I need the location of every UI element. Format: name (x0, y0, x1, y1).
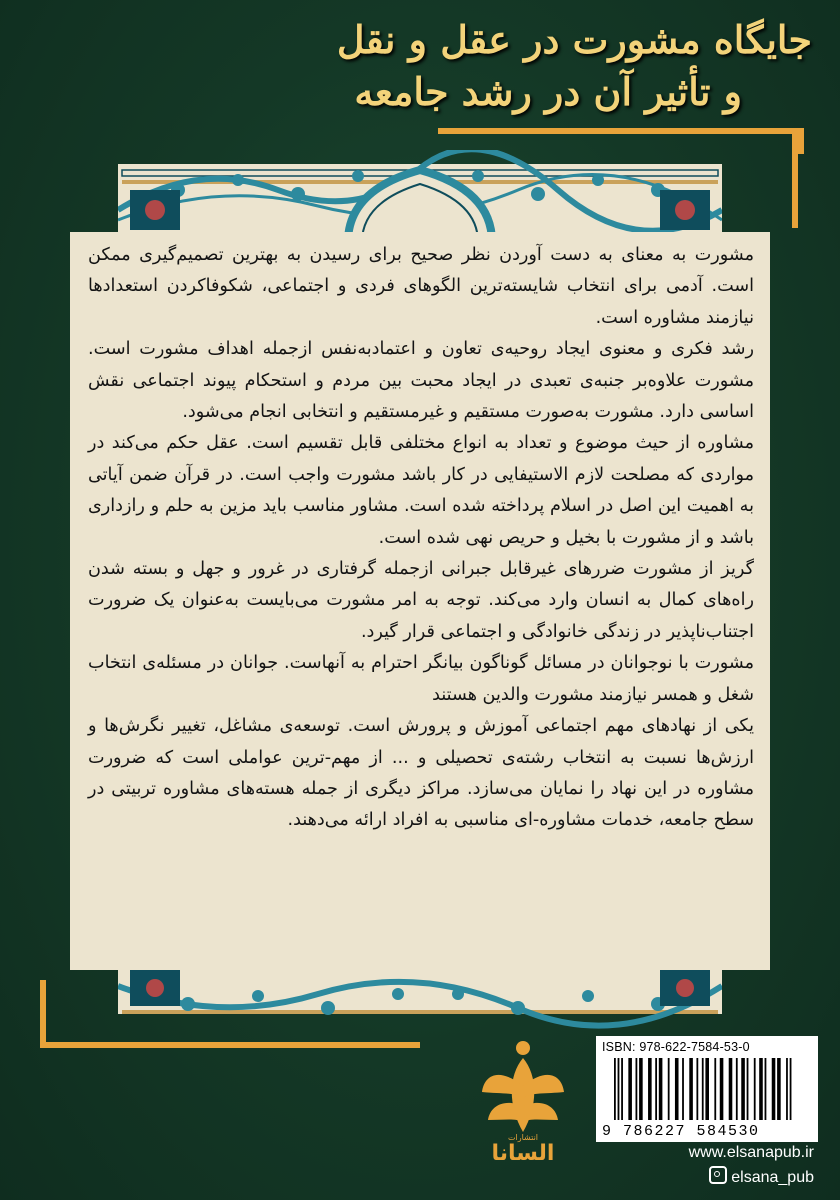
barcode-bar (747, 1058, 749, 1120)
barcode-bar (765, 1058, 767, 1120)
barcode-bar (648, 1058, 652, 1120)
barcode-bar (675, 1058, 679, 1120)
barcode-bar (720, 1058, 724, 1120)
blurb-text (88, 240, 754, 837)
orange-frame-bottom-left (40, 980, 46, 1048)
blurb-paragraph-4: گریز از مشورت ضررهای غیرقابل جبرانی ازجمله گرفتاری در غرور و جهل و بسته شدن راه‌های کمال به انسان وارد می‌کند. توجه به امر مشورت می‌بایست به‌عنوان یک ضرورت اجتناب‌ناپذیر در زندگی خانوادگی و اجتماعی قرار گیرد. (88, 559, 754, 642)
top-ornament (118, 150, 722, 242)
blurb-paragraph-6: یکی از نهادهای مهم اجتماعی آموزش و پرورش است. توسعه‌ی مشاغل، تغییر نگرش‌ها و ارزش‌ها نسبت به انتخاب رشته‌ی تحصیلی و ... از مهم-ترین عواملی است که ضرورت مشاوره در این نهاد را نمایان می‌سازد. مراکز دیگری از جمله هسته‌های مشاوره تربیتی در سطح جامعه، خدمات مشاوره-ای مناسبی به افراد ارائه می‌دهند. (88, 716, 754, 831)
barcode-box (596, 1036, 818, 1142)
barcode-number: 9 786227 584530 (602, 1123, 760, 1140)
title-line-1: جایگاه مشورت در عقل و نقل (336, 17, 812, 62)
title-line-2: و تأثیر آن در رشد جامعه (354, 69, 742, 114)
website-link[interactable]: www.elsanapub.ir (688, 1144, 814, 1161)
barcode-bar (714, 1058, 716, 1120)
barcode-bar (754, 1058, 756, 1120)
publisher-logo-icon (478, 1036, 568, 1166)
barcode-bar (639, 1058, 643, 1120)
bottom-ornament (118, 964, 722, 1040)
instagram-handle[interactable] (600, 1166, 814, 1187)
barcode-bar (777, 1058, 781, 1120)
barcode-bar (759, 1058, 763, 1120)
barcode-bar (736, 1058, 738, 1120)
barcode-bar (696, 1058, 698, 1120)
barcode-bar (790, 1058, 792, 1120)
barcode-bar (614, 1058, 616, 1120)
barcode-bar (689, 1058, 693, 1120)
barcode-bar (655, 1058, 657, 1120)
barcode-bar (786, 1058, 788, 1120)
blurb-paragraph-1: مشورت به معنای به دست آوردن نظر صحیح برای رسیدن به بهترین تصمیم‌گیری ممکن است. آدمی برای انتخاب شایسته‌ترین الگوهای فردی و اجتماعی، شکوفاکردن استعدادها نیازمند مشاوره است. (88, 245, 754, 328)
barcode-bar (729, 1058, 733, 1120)
barcode-bar (636, 1058, 638, 1120)
barcode-bar (705, 1058, 709, 1120)
logo-text: السانا (491, 1141, 555, 1166)
blurb-paragraph-5: مشورت با نوجوانان در مسائل گوناگون بیانگر احترام به آنهاست. جوانان در مسئله‌ی انتخاب شغل و همسر نیازمند مشورت والدین هستند (88, 653, 754, 705)
barcode-bar (618, 1058, 620, 1120)
barcode-bar (668, 1058, 670, 1120)
barcode-bar (628, 1058, 632, 1120)
barcode-bar (702, 1058, 704, 1120)
orange-frame-bottom-bar (40, 1042, 420, 1048)
barcode-bar (621, 1058, 623, 1120)
logo-subtext: انتشارات (507, 1133, 539, 1142)
blurb-paragraph-3: مشاوره از حیث موضوع و تعداد به انواع مختلفی قابل تقسیم است. عقل حکم می‌کند در مواردی که مصلحت لازم الاستیفایی در کار باشد مشورت واجب است. در قرآن ضمن آیاتی به اهمیت این اصل در اسلام پرداخته شده است. مشاور مناسب باید مزین به حلم و رازداری باشد و از مشورت با بخیل و حریص نهی شده است. (88, 433, 754, 548)
barcode-bar (682, 1058, 684, 1120)
isbn-text: ISBN: 978-622-7584-53-0 (602, 1040, 750, 1054)
barcode-icon (614, 1058, 804, 1120)
orange-frame-right-bar (792, 128, 798, 228)
instagram-icon (709, 1166, 727, 1184)
barcode-bar (772, 1058, 776, 1120)
barcode-bar (659, 1058, 663, 1120)
blurb-paragraph-2: رشد فکری و معنوی ایجاد روحیه‌ی تعاون و اعتمادبه‌نفس ازجمله اهداف مشورت است. مشورت علاوه‌بر جنبه‌ی تعبدی در ایجاد محبت بین مردم و استحکام پیوند اجتماعی نقش اساسی دارد. مشورت به‌صورت مستقیم و غیرمستقیم و انتخابی انجام می‌شود. (88, 339, 754, 423)
instagram-text: elsana_pub (731, 1169, 814, 1186)
barcode-bar (741, 1058, 745, 1120)
book-title (252, 14, 812, 118)
